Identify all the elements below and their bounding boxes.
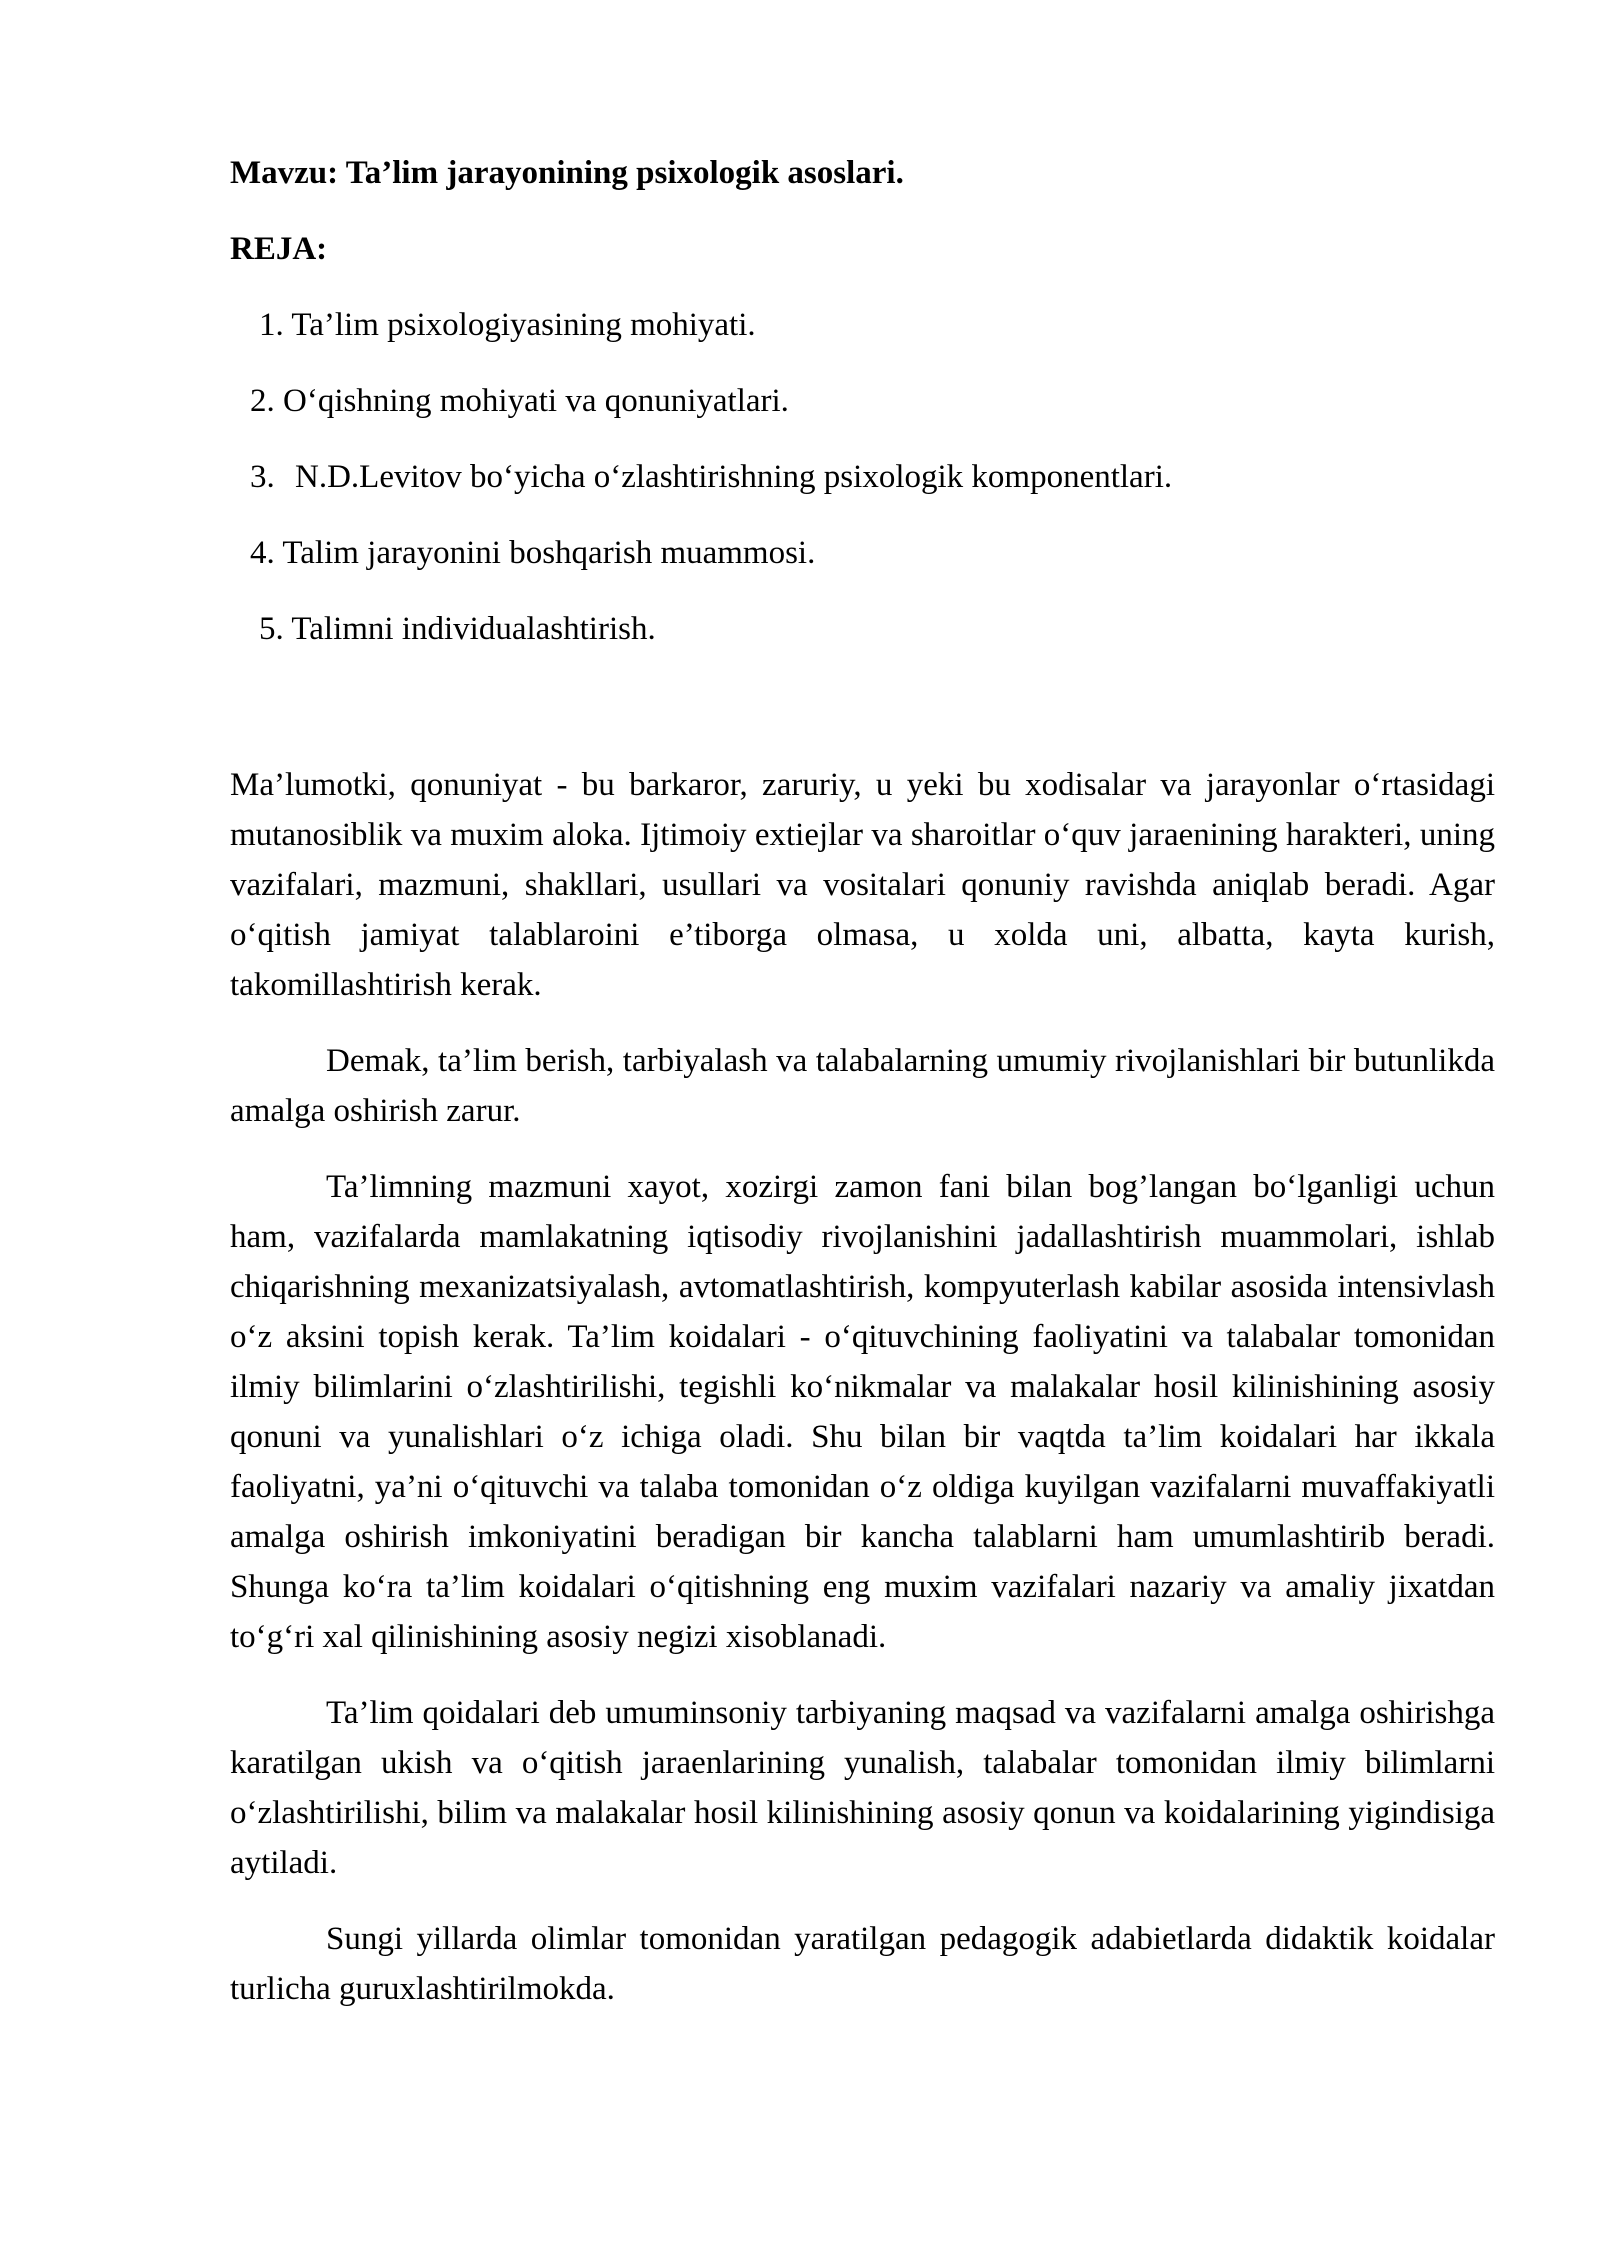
plan-item-text: N.D.Levitov bo‘yicha o‘zlashtirishning psixologik komponentlari. (286, 459, 1173, 495)
plan-item-text: O‘qishning mohiyati va qonuniyatlari. (274, 383, 789, 419)
paragraph: Demak, ta’lim berish, tarbiyalash va talabalarning umumiy rivojlanishlari bir butunlikda amalga oshirish zarur. (230, 1043, 1495, 1129)
paragraph: Ma’lumotki, qonuniyat - bu barkaror, zaruriy, u yeki bu xodisalar va jarayonlar o‘rtasidagi mutanosiblik va muxim aloka. Ijtimoiy extiejlar va sharoitlar o‘quv jaraenining harakteri, uning vazifalari, mazmuni, shakllari, usullari va vositalari qonuniy ravishda aniqlab beradi. Agar o‘qitish jamiyat talablaroini e’tiborga olmasa, u xolda uni, albatta, kayta kurish, takomillashtirish kerak. (230, 767, 1495, 1003)
plan-item (230, 300, 1495, 350)
plan-heading: REJA: (230, 231, 328, 267)
paragraph: Ta’lim qoidalari deb umuminsoniy tarbiyaning maqsad va vazifalarni amalga oshirishga karatilgan ukish va o‘qitish jaraenlarining yunalish, talabalar tomonidan ilmiy bilimlarni o‘zlashtirilishi, bilim va malakalar hosil kilinishining asosiy qonun va koidalarining yigindisiga aytiladi. (230, 1695, 1495, 1881)
paragraph: Ta’limning mazmuni xayot, xozirgi zamon fani bilan bog’langan bo‘lganligi uchun ham, vazifalarda mamlakatning iqtisodiy rivojlanishini jadallashtirish muammolari, ishlab chiqarishning mexanizatsiyalash, avtomatlashtirish, kompyuterlash kabilar asosida intensivlash o‘z aksini topish kerak. Ta’lim koidalari - o‘qituvchining faoliyatini va talabalar tomonidan ilmiy bilimlarini o‘zlashtirilishi, tegishli ko‘nikmalar va malakalar hosil kilinishining asosiy qonuni va yunalishlari o‘z ichiga oladi. Shu bilan bir vaqtda ta’lim koidalari har ikkala faoliyatni, ya’ni o‘qituvchi va talaba tomonidan o‘z oldiga kuyilgan vazifalarni muvaffakiyatli amalga oshirish imkoniyatini beradigan bir kancha talablarni ham umumlashtirib beradi. Shunga ko‘ra ta’lim koidalari o‘qitishning eng muxim vazifalari nazariy va amaliy jixatdan to‘g‘ri xal qilinishining asosiy negizi xisoblanadi. (230, 1169, 1495, 1655)
plan-item (230, 452, 1495, 502)
plan-item-text: Talimni individualashtirish. (283, 611, 656, 647)
plan-item-number: 5. (259, 611, 284, 647)
document-title: Mavzu: Ta’lim jarayonining psixologik asoslari. (230, 155, 904, 191)
plan-item-number: 4. (250, 535, 275, 571)
plan-list (230, 300, 1495, 654)
plan-item-number: 1. (259, 307, 284, 343)
plan-item-number: 2. (250, 383, 275, 419)
plan-item-text: Talim jarayonini boshqarish muammosi. (274, 535, 816, 571)
plan-item (230, 528, 1495, 578)
plan-item (230, 604, 1495, 654)
paragraph: Sungi yillarda olimlar tomonidan yaratilgan pedagogik adabietlarda didaktik koidalar turlicha guruxlashtirilmokda. (230, 1921, 1495, 2007)
document-content (230, 148, 1495, 2040)
plan-item (230, 376, 1495, 426)
plan-item-text: Ta’lim psixologiyasining mohiyati. (283, 307, 756, 343)
plan-item-number: 3. (250, 459, 275, 495)
body-text (230, 760, 1495, 2014)
